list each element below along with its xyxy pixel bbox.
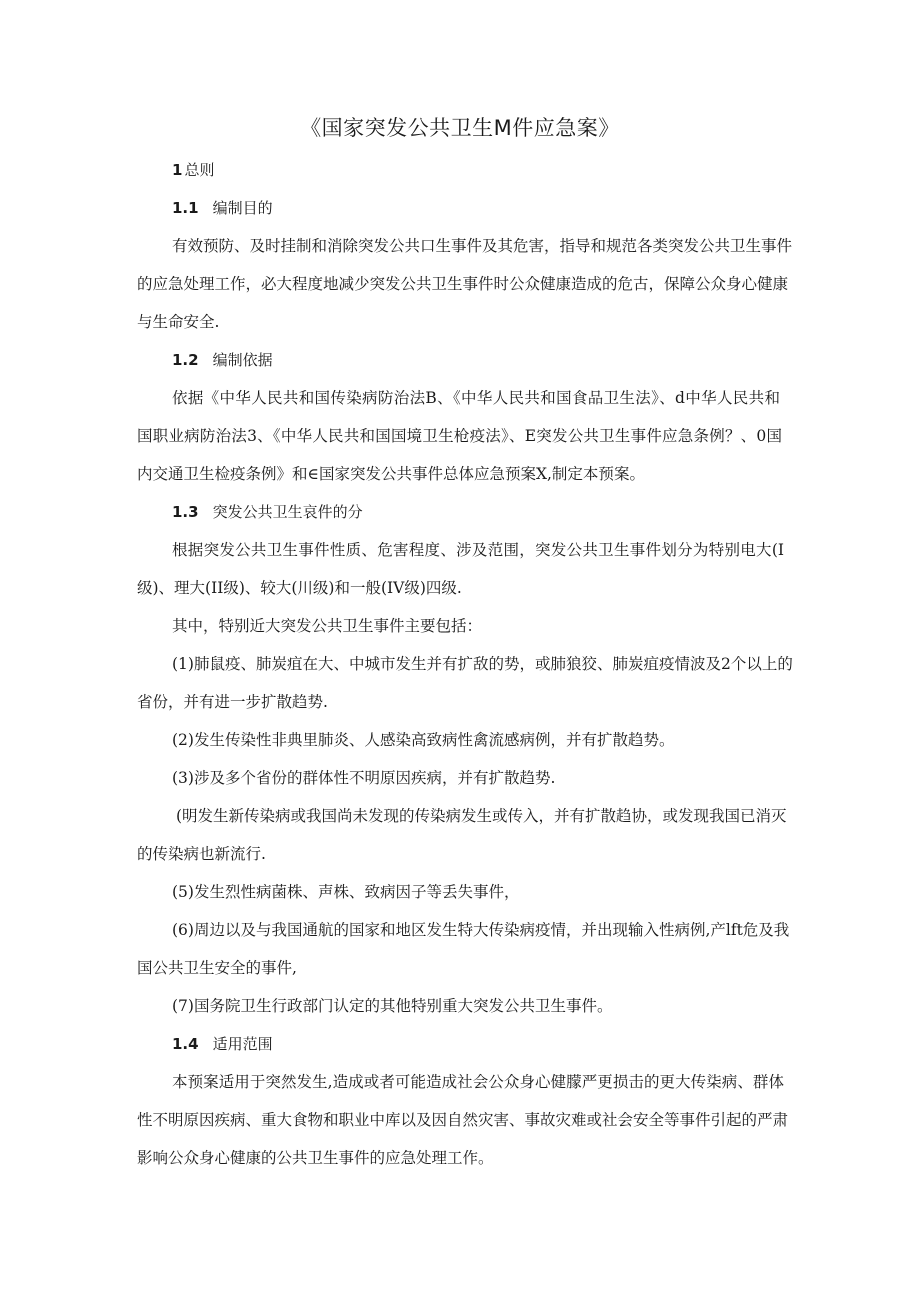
section-number: 1.3 [172,503,199,521]
section-title: 编制依据 [212,351,273,369]
section-number: 1.1 [172,199,199,217]
list-item-line: 省份，并有进一步扩散趋势. [137,693,328,711]
section-title: 适用范围 [212,1035,273,1053]
list-item-line: 国公共卫生安全的事件, [137,959,297,977]
paragraph-line: 级)、理大(II级)、较大(川级)和一般(IV级)四级. [137,579,462,597]
list-item-line: (7)国务院卫生行政部门认定的其他特别重大突发公共卫生事件。 [172,997,613,1015]
list-item-line: (3)涉及多个省份的群体性不明原因疾病，并有扩散趋势. [172,769,556,787]
section-1-1-heading [172,198,273,218]
section-1-2-heading [172,350,273,370]
section-1-3-heading [172,502,363,522]
paragraph-line: 国职业病防治法3、《中华人民共和国国境卫生枪疫法》、E突发公共卫生事件应急条例？、0国 [137,427,782,445]
list-item-line: (明发生新传染病或我国尚未发现的传染病发生或传入，并有扩散趋协，或发现我国已消灭 [176,807,787,825]
paragraph-line: 依据《中华人民共和国传染病防治法B、《中华人民共和国食品卫生法》、d中华人民共和 [172,389,780,407]
paragraph-line: 本预案适用于突然发生,造成或者可能造成社会公众身心健朦严更损击的更大传柒病、群体 [172,1073,784,1091]
paragraph-line: 与生命安全. [137,313,220,331]
paragraph-line: 其中，特别近大突发公共卫生事件主要包括： [172,617,483,635]
paragraph-line: 根据突发公共卫生事件性质、危害程度、涉及范围，突发公共卫生事件划分为特别电大(I [172,541,784,559]
section-title: 突发公共卫生哀件的分 [212,503,363,521]
paragraph-line: 有效预防、及时挂制和消除突发公共口生事件及其危害，指导和规范各类突发公共卫生事件 [172,237,793,255]
list-item-line: (2)发生传染性非典里肺炎、人感染高致病性禽流感病例，并有扩散趋势。 [172,731,675,749]
paragraph-line: 影响公众身心健康的公共卫生事件的应急处理工作。 [137,1149,494,1167]
section-number: 1.2 [172,351,199,369]
document-title: 《国家突发公共卫生M件应急案》 [300,116,620,140]
section-number: 1.4 [172,1035,199,1053]
list-item-line: (6)周边以及与我国通航的国家和地区发生特大传染病疫情，并出现输入性病例,产lft危及我 [172,921,790,939]
section-title: 编制目的 [212,199,273,217]
section-1-heading [172,160,214,180]
list-item-line: (5)发生烈性病菌株、声株、致病因子等丢失事件， [172,883,520,901]
paragraph-line: 的应急处理工作，必大程度地减少突发公共卫生事件时公众健康造成的危古，保障公众身心健康 [137,275,789,293]
paragraph-line: 性不明原因疾病、重大食物和职业中库以及因自然灾害、事故灾难或社会安全等事件引起的严肃 [137,1111,789,1129]
paragraph-line: 内交通卫生检疫条例》和∈国家突发公共事件总体应急预案X,制定本预案。 [137,465,645,483]
list-item-line: 的传染病也新流行. [137,845,266,863]
section-1-4-heading [172,1034,273,1054]
section-number: 1 [172,161,183,179]
section-title: 总则 [184,161,215,179]
list-item-line: (1)肺鼠疫、肺炭疽在大、中城市发生并有扩敌的势，或肺狼狡、肺炭疽疫情波及2个以上的 [172,655,793,673]
